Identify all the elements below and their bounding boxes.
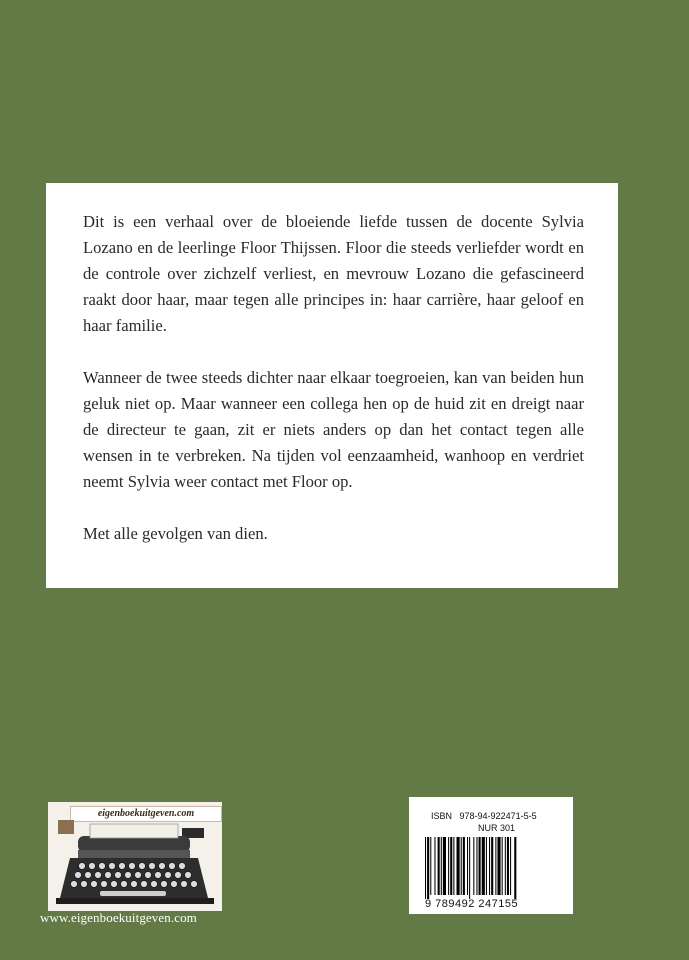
publisher-logo-text: eigenboekuitgeven.com [70, 806, 222, 822]
blurb-paragraph-3: Met alle gevolgen van dien. [83, 524, 268, 543]
blurb-panel [46, 183, 618, 588]
isbn-label: ISBN [431, 811, 453, 821]
isbn-line [431, 811, 537, 821]
barcode-digits: 9 789492 247155 [425, 898, 519, 910]
blurb-paragraph-2: Wanneer de twee steeds dichter naar elkaar toegroeien, kan van beiden hun geluk niet op. Maar wanneer een collega hen op de huid zit en dreigt naar de directeur te gaan, zit er niets anders op dan het contact tegen alle wensen in te verbreken. Na tijden vol eenzaamheid, wanhoop en verdriet neemt Sylvia weer contact met Floor op. [83, 368, 584, 491]
publisher-url: www.eigenboekuitgeven.com [40, 910, 197, 925]
barcode [421, 837, 561, 899]
nur-code: NUR 301 [478, 823, 516, 833]
isbn-number: 978-94-922471-5-5 [459, 811, 537, 821]
typewriter-icon [48, 802, 222, 911]
blurb-paragraph-1: Dit is een verhaal over de bloeiende liefde tussen de docente Sylvia Lozano en de leerlinge Floor Thijssen. Floor die steeds verliefder wordt en de controle over zichzelf verliest, en mevrouw Lozano die gefascineerd raakt door haar, maar tegen alle principes in: haar carrière, haar geloof en haar familie. [83, 212, 584, 335]
publisher-logo [48, 802, 222, 911]
isbn-barcode-block [409, 797, 573, 914]
